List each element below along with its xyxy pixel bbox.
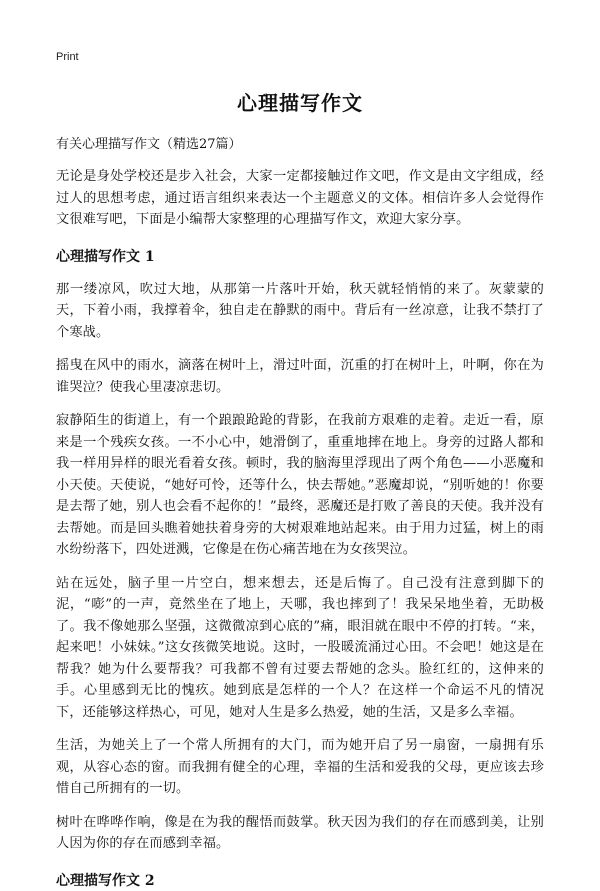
section-1-paragraph-2: 摇曳在风中的雨水，滴落在树叶上，滑过叶面，沉重的打在树叶上，叶啊，你在为谁哭泣？使我心里凄凉悲切。 xyxy=(56,358,544,395)
print-link[interactable]: Print xyxy=(56,51,79,63)
section-heading-1: 心理描写作文 1 xyxy=(56,248,155,265)
section-heading-2: 心理描写作文 2 xyxy=(56,872,155,889)
intro-paragraph: 无论是身处学校还是步入社会，大家一定都接触过作文吧，作文是由文字组成，经过人的思想考虑，通过语言组织来表达一个主题意义的文体。相信许多人会觉得作文很难写吧，下面是小编帮大家整理的心理描写作文，欢迎大家分享。 xyxy=(56,169,544,227)
section-1-paragraph-3: 寂静陌生的街道上，有一个踉踉跄跄的背影，在我前方艰难的走着。走近一看，原来是一个残疾女孩。一不小心中，她滑倒了，重重地摔在地上。身旁的过路人都和我一样用异样的眼光看着女孩。顿时，我的脑海里浮现出了两个角色——小恶魔和小天使。天使说，“她好可怜，还等什么，快去帮她。”恶魔却说，“别听她的！你要是去帮了她，别人也会看不起你的！”最终，恶魔还是打败了善良的天使。我并没有去帮她。而是回头瞧着她扶着身旁的大树艰难地站起来。由于用力过猛，树上的雨水纷纷落下，四处迸溅，它像是在伤心痛苦地在为女孩哭泣。 xyxy=(56,413,544,557)
document-subtitle: 有关心理描写作文（精选27篇） xyxy=(56,137,242,152)
section-1-paragraph-1: 那一缕凉风，吹过大地，从那第一片落叶开始，秋天就轻悄悄的来了。灰蒙蒙的天，下着小雨，我撑着伞，独自走在静默的雨中。背后有一丝凉意，让我不禁打了个寒战。 xyxy=(56,281,544,340)
section-1-paragraph-4: 站在远处，脑子里一片空白，想来想去，还是后悔了。自己没有注意到脚下的泥，“嘭”的一声，竟然坐在了地上，天哪，我也摔到了！我呆呆地坐着，无助极了。我不像她那么坚强，这微微凉到心底的”痛，眼泪就在眼中不停的打转。“来，起来吧！小妹妹。”这女孩微笑地说。这时，一股暖流涌过心田。不会吧！她这是在帮我？她为什么要帮我？可我都不曾有过要去帮她的念头。脸红红的，这伸来的手。心里感到无比的愧疚。她到底是怎样的一个人？在这样一个命运不凡的情况下，还能够这样热心，可见，她对人生是多么热爱，她的生活，又是多么幸福。 xyxy=(56,575,544,720)
page-title: 心理描写作文 xyxy=(237,91,363,115)
section-1-paragraph-5: 生活，为她关上了一个常人所拥有的大门，而为她开启了另一扇窗，一扇拥有乐观，从容心态的窗。而我拥有健全的心理，幸福的生活和爱我的父母，更应该去珍惜自己所拥有的一切。 xyxy=(56,738,544,796)
section-1-paragraph-6: 树叶在哗哗作响，像是在为我的醒悟而鼓掌。秋天因为我们的存在而感到美，让别人因为你的存在而感到幸福。 xyxy=(56,814,544,851)
